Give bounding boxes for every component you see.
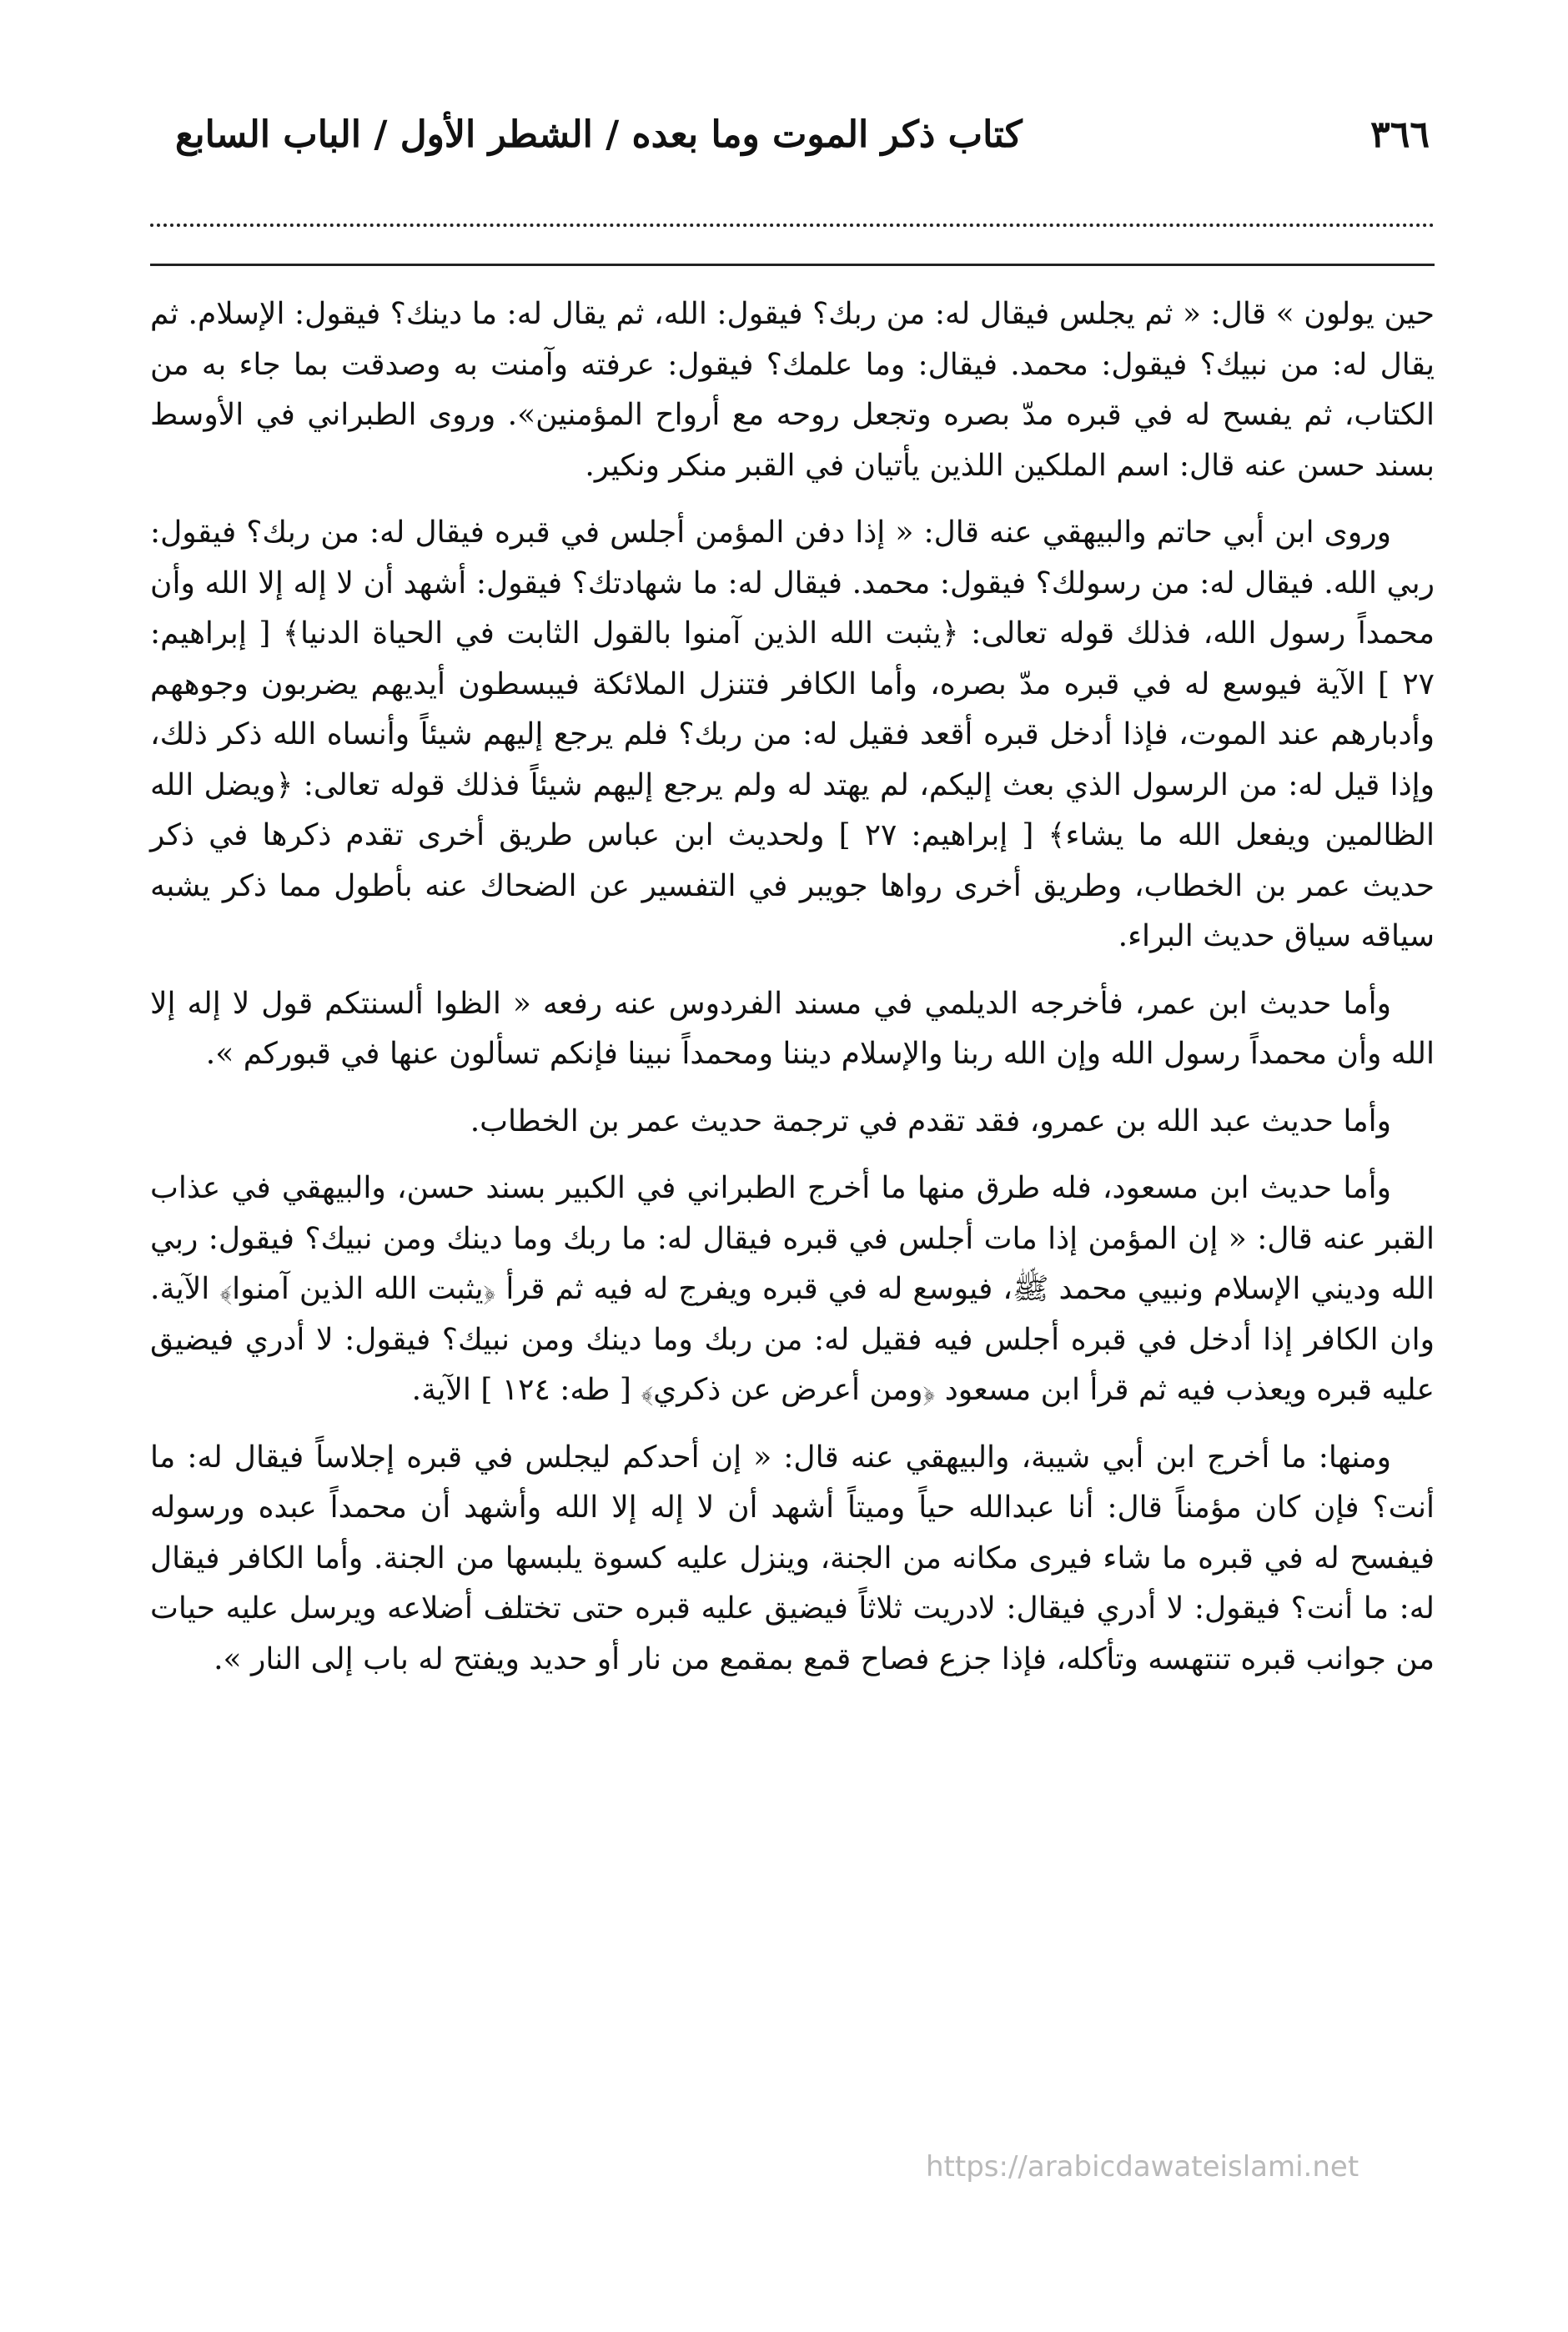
website-watermark: https://arabicdawateislami.net xyxy=(926,2150,1359,2184)
paragraph-5: وأما حديث ابن مسعود، فله طرق منها ما أخرج الطبراني في الكبير بسند حسن، والبيهقي في عذاب القبر عنه قال: « إن المؤمن إذا مات أجلس في قبره فيقال له: ما ربك وما دينك ومن نبيك؟ فيقول: ربي الله وديني الإسلام ونبيي محمد ﷺ، فيوسع له في قبره ويفرج له فيه ثم قرأ ﴿يثبت الله الذين آمنوا﴾ الآية. وان الكافر إذا أدخل في قبره أجلس فيه فقيل له: من ربك وما دينك ومن نبيك؟ فيقول: لا أدري فيضيق عليه قبره ويعذب فيه ثم قرأ ابن مسعود ﴿ومن أعرض عن ذكري﴾ [ طه: ١٢٤ ] الآية. xyxy=(150,1171,1435,1407)
paragraph-2: وروى ابن أبي حاتم والبيهقي عنه قال: « إذا دفن المؤمن أجلس في قبره فيقال له: من ربك؟ فيقول: ربي الله. فيقال له: من رسولك؟ فيقول: محمد. فيقال له: ما شهادتك؟ فيقول: أشهد أن لا إله إلا الله وأن محمداً رسول الله، فذلك قوله تعالى: ﴿يثبت الله الذين آمنوا بالقول الثابت في الحياة الدنيا﴾ [ إبراهيم: ٢٧ ] الآية فيوسع له في قبره مدّ بصره، وأما الكافر فتنزل الملائكة فيبسطون أيديهم يضربون وجوههم وأدبارهم عند الموت، فإذا أدخل قبره أقعد فقيل له: من ربك؟ فلم يرجع إليهم شيئاً وأنساه الله ذكر ذلك، وإذا قيل له: من الرسول الذي بعث إليكم، لم يهتد له ولم يرجع إليهم شيئاً فذلك قوله تعالى: ﴿ويضل الله الظالمين ويفعل الله ما يشاء﴾ [ إبراهيم: ٢٧ ] ولحديث ابن عباس طريق أخرى تقدم ذكرها في ذكر حديث عمر بن الخطاب، وطريق أخرى رواها جويبر في التفسير عن الضحاك عنه بأطول مما ذكر يشبه سياقه سياق حديث البراء. xyxy=(150,515,1435,953)
running-header xyxy=(150,108,1435,183)
paragraph-1: حين يولون » قال: « ثم يجلس فيقال له: من ربك؟ فيقول: الله، ثم يقال له: ما دينك؟ فيقول: الإسلام. ثم يقال له: من نبيك؟ فيقول: محمد. فيقال: وما علمك؟ فيقول: عرفته وآمنت به وصدقت بما جاء به من الكتاب، ثم يفسح له في قبره مدّ بصره وتجعل روحه مع أرواح المؤمنين». وروى الطبراني في الأوسط بسند حسن عنه قال: اسم الملكين اللذين يأتيان في القبر منكر ونكير. xyxy=(150,297,1435,483)
paragraph-3: وأما حديث ابن عمر، فأخرجه الديلمي في مسند الفردوس عنه رفعه « الظوا ألسنتكم قول لا إله إلا الله وأن محمداً رسول الله وإن الله ربنا والإسلام ديننا ومحمداً نبينا فإنكم تسألون عنها في قبوركم ». xyxy=(150,986,1435,1071)
running-title: كتاب ذكر الموت وما بعده / الشطر الأول / الباب السابع xyxy=(175,113,1023,156)
paragraph-6: ومنها: ما أخرج ابن أبي شيبة، والبيهقي عنه قال: « إن أحدكم ليجلس في قبره إجلاساً فيقال له: ما أنت؟ فإن كان مؤمناً قال: أنا عبدالله حياً وميتاً أشهد أن لا إله إلا الله وأشهد أن محمداً عبده ورسوله فيفسح له في قبره ما شاء فيرى مكانه من الجنة، وينزل عليه كسوة يلبسها من الجنة. وأما الكافر فيقال له: ما أنت؟ فيقول: لا أدري فيقال: لادريت ثلاثاً فيضيق عليه قبره حتى تختلف أضلاعه ويرسل عليه حيات من جوانب قبره تنتهسه وتأكله، فإذا جزع فصاح قمع بمقمع من نار أو حديد ويفتح له باب إلى النار ». xyxy=(150,1440,1435,1676)
dotted-separator xyxy=(150,224,1435,227)
paragraph-4: وأما حديث عبد الله بن عمرو، فقد تقدم في ترجمة حديث عمر بن الخطاب. xyxy=(470,1103,1391,1138)
page-number: ٣٦٦ xyxy=(1370,113,1430,156)
header-rule xyxy=(150,264,1435,266)
body-text xyxy=(150,289,1435,1685)
book-page xyxy=(150,108,1435,2277)
